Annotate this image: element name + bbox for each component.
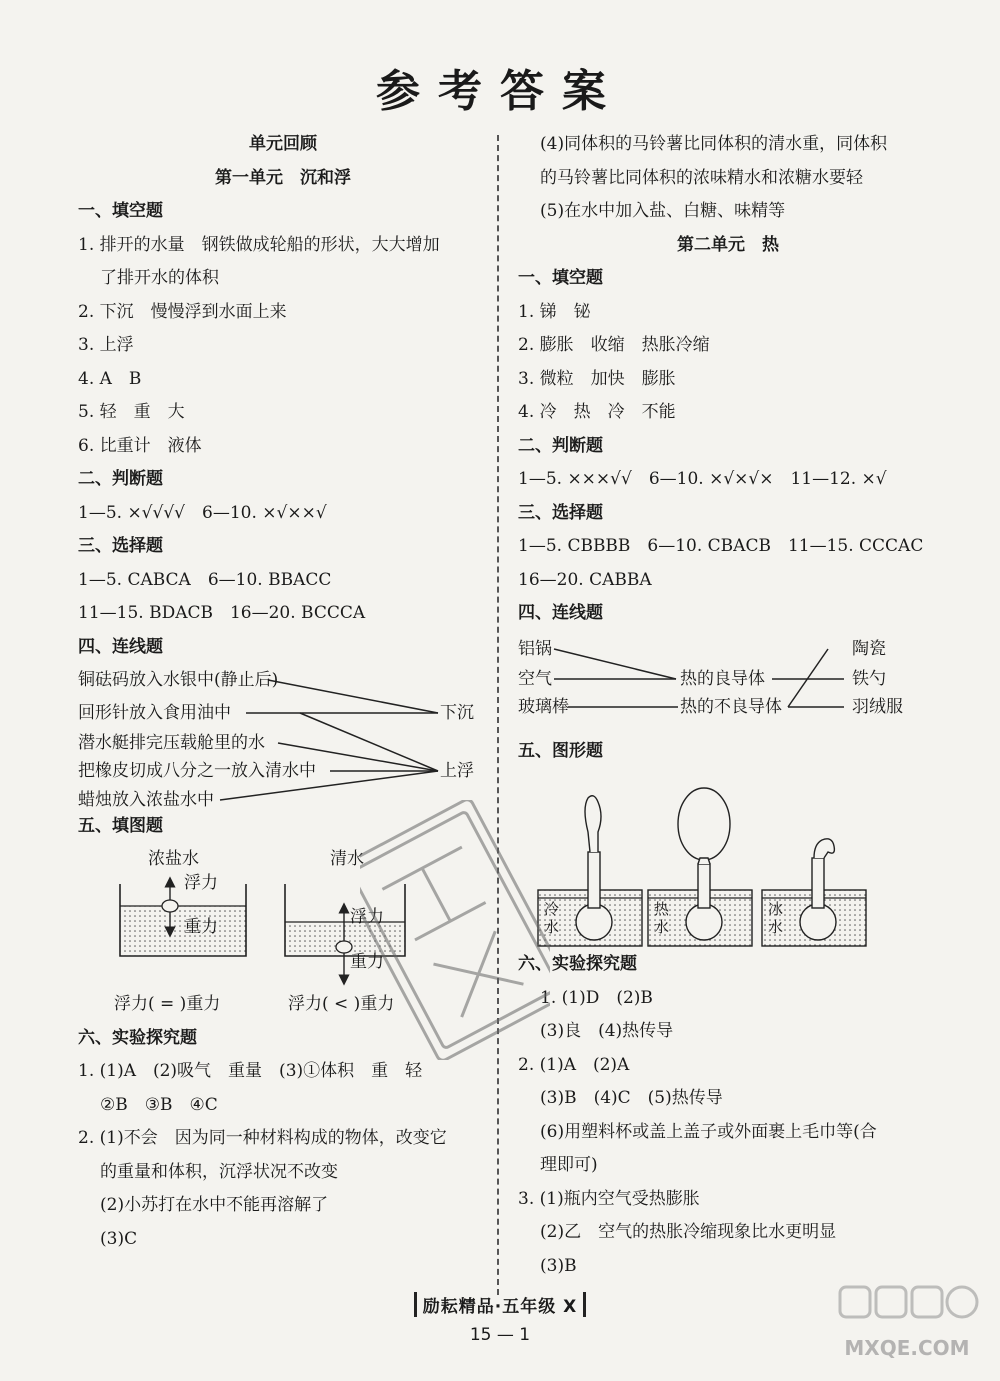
- answer-line: 4. 冷 热 冷 不能: [518, 402, 676, 422]
- conductor-matching: [518, 635, 938, 735]
- flask-diagram: [518, 768, 938, 948]
- answer-line: 1. 锑 铋: [518, 301, 591, 322]
- answer-line: (6)用塑料杯或盖上盖子或外面裹上毛巾等(合: [540, 1121, 877, 1142]
- section-fill-figure: 五、填图题: [78, 816, 163, 836]
- answer-line: 2. (1)A (2)A: [518, 1054, 630, 1075]
- compare-brine: 浮力( = )重力: [114, 993, 221, 1014]
- answer-line: 1. (1)A (2)吸气 重量 (3)①体积 重 轻: [78, 1061, 423, 1081]
- answer-line: 2. (1)不会 因为同一种材料构成的物体，改变它: [78, 1128, 447, 1148]
- unit2-heading: 第二单元 热: [677, 234, 779, 255]
- match-item: 空气: [518, 668, 552, 689]
- page-number: 15 — 1: [469, 1325, 531, 1345]
- answer-line: 2. 下沉 慢慢浮到水面上来: [78, 301, 287, 322]
- section-matching: 四、连线题: [518, 603, 603, 623]
- answer-line: 1—5. ×√√√√ 6—10. ×√××√: [78, 502, 327, 523]
- svg-text:MXQE.COM: MXQE.COM: [844, 1336, 970, 1360]
- answer-line: (5)在水中加入盐、白糖、味精等: [540, 201, 786, 221]
- page-title: 参考答案: [376, 66, 624, 117]
- match-item: 回形针放入食用油中: [78, 703, 231, 723]
- match-target-float: 上浮: [440, 761, 474, 781]
- answer-line: 1—5. CABCA 6—10. BBACC: [78, 569, 332, 590]
- answer-line: (4)同体积的马铃薯比同体积的清水重，同体积: [540, 134, 888, 154]
- answer-line: 1—5. CBBBB 6—10. CBACB 11—15. CCCAC: [518, 536, 924, 556]
- left-column: [78, 128, 488, 1256]
- answer-line: 理即可): [540, 1155, 598, 1175]
- review-heading: 单元回顾: [249, 134, 317, 154]
- match-good-conductor: 热的良导体: [680, 668, 765, 689]
- section-judge: 二、判断题: [78, 469, 163, 489]
- answer-line: 了排开水的体积: [100, 268, 219, 288]
- label-ice-water: 冰水: [768, 900, 784, 936]
- page-footer: [0, 1292, 1000, 1345]
- match-item: 蜡烛放入浓盐水中: [78, 790, 214, 810]
- answer-line: 6. 比重计 液体: [78, 435, 202, 456]
- flask-drawings: [518, 768, 938, 948]
- section-choice: 三、选择题: [518, 502, 603, 523]
- label-cold-water: 冷水: [544, 900, 560, 936]
- answer-line: 5. 轻 重 大: [78, 402, 185, 422]
- label-gravity: 重力: [184, 916, 218, 937]
- book-brand: 励耘精品·五年级 X: [414, 1292, 586, 1317]
- column-divider: [497, 135, 499, 1295]
- section-judge: 二、判断题: [518, 435, 603, 456]
- answer-line: 16—20. CABBA: [518, 569, 652, 590]
- section-fill-blank: 一、填空题: [78, 201, 163, 221]
- unit1-heading: 第一单元 沉和浮: [215, 167, 351, 188]
- section-experiment: 六、实验探究题: [518, 954, 637, 974]
- answer-line: 3. 微粒 加快 膨胀: [518, 368, 676, 389]
- sink-float-matching: [78, 668, 488, 810]
- match-item: 铝锅: [518, 638, 552, 659]
- label-buoyancy: 浮力: [350, 906, 384, 927]
- seal-stamp-icon: [360, 800, 550, 1060]
- section-experiment: 六、实验探究题: [78, 1027, 197, 1048]
- label-hot-water: 热水: [654, 900, 670, 936]
- match-item: 潜水艇排完压载舱里的水: [78, 733, 265, 753]
- answer-line: (3)B (4)C (5)热传导: [540, 1088, 723, 1108]
- match-item: 铁勺: [852, 668, 886, 689]
- section-matching: 四、连线题: [78, 636, 163, 657]
- right-column: [518, 128, 938, 1283]
- answer-line: ②B ③B ④C: [100, 1094, 218, 1115]
- answer-line: (2)乙 空气的热胀冷缩现象比水更明显: [540, 1222, 837, 1242]
- answer-line: (3)良 (4)热传导: [540, 1021, 674, 1041]
- answer-line: 3. (1)瓶内空气受热膨胀: [518, 1188, 700, 1209]
- answer-line: 的重量和体积，沉浮状况不改变: [100, 1161, 338, 1182]
- answer-line: (3)B: [540, 1255, 577, 1276]
- label-gravity: 重力: [350, 951, 384, 972]
- match-item: 铜砝码放入水银中(静止后): [78, 670, 279, 690]
- answer-line: 3. 上浮: [78, 335, 134, 355]
- section-fill-blank: 一、填空题: [518, 268, 603, 288]
- match-poor-conductor: 热的不良导体: [680, 696, 782, 717]
- answer-line: 2. 膨胀 收缩 热胀冷缩: [518, 335, 710, 355]
- answer-line: 1. (1)D (2)B: [540, 987, 653, 1008]
- match-item: 玻璃棒: [518, 696, 569, 717]
- answer-line: 1. 排开的水量 钢铁做成轮船的形状，大大增加: [78, 234, 440, 255]
- answer-line: (2)小苏打在水中不能再溶解了: [100, 1195, 329, 1215]
- label-buoyancy: 浮力: [184, 872, 218, 893]
- answer-line: 11—15. BDACB 16—20. BCCCA: [78, 603, 366, 623]
- match-item: 把橡皮切成八分之一放入清水中: [78, 761, 316, 781]
- answer-line: 1—5. ×××√√ 6—10. ×√×√× 11—12. ×√: [518, 469, 887, 489]
- label-brine: 浓盐水: [148, 848, 199, 869]
- match-item: 陶瓷: [852, 638, 886, 659]
- answer-line: 的马铃薯比同体积的浓味精水和浓糖水要轻: [540, 167, 863, 188]
- section-figure: 五、图形题: [518, 740, 603, 761]
- answer-line: (3)C: [100, 1228, 138, 1249]
- answer-line: 4. A B: [78, 368, 142, 389]
- match-item: 羽绒服: [852, 696, 903, 717]
- section-choice: 三、选择题: [78, 536, 163, 556]
- compare-water: 浮力( < )重力: [288, 993, 395, 1014]
- match-target-sink: 下沉: [440, 703, 474, 723]
- label-water: 清水: [330, 848, 364, 869]
